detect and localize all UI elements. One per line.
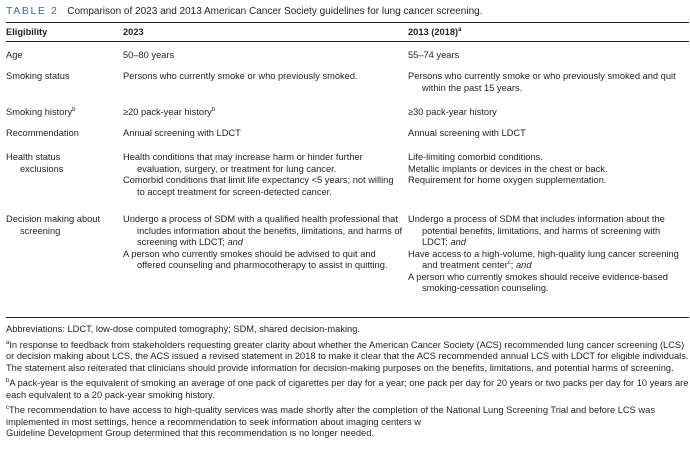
list-item: A person who currently smokes should receive evidence-based smoking-cessation counseling.: [408, 271, 668, 293]
table-caption: [6, 6, 482, 18]
list-item: Have access to a high-volume, high-quality lung cancer screening and treatment center$^c$; and: [408, 248, 679, 270]
table-caption-text: Comparison of 2023 and 2013 American Cancer Society guidelines for lung cancer screening.: [67, 6, 483, 17]
list-item: Comorbid conditions that limit life expectancy <5 years; not willing to accept treatment for screen-detected cancer.: [123, 175, 394, 197]
list-item: Undergo a process of SDM that includes information about the potential benefits, limitations, and harms of screening with LDCT; and: [408, 214, 665, 247]
footnote-a-ref: a: [458, 27, 462, 33]
age-2023: 50–80 years: [123, 50, 175, 60]
recommendation-2023: Annual screening with LDCT: [123, 128, 241, 138]
table-top-rule: [6, 22, 689, 23]
table-bottom-rule: [6, 317, 689, 318]
age-2013: 55–74 years: [408, 50, 460, 60]
footnote-b-ref: b: [72, 107, 76, 113]
footnote-b-ref: b: [211, 107, 216, 113]
header-2023: 2023: [123, 27, 144, 37]
row-label-age: Age: [6, 50, 23, 60]
text-fade-overlay: [470, 444, 690, 458]
health-status-2023: [123, 152, 401, 198]
smoking-history-2013: ≥30 pack-year history: [408, 107, 497, 117]
header-eligibility: Eligibility: [6, 27, 48, 37]
recommendation-2013: Annual screening with LDCT: [408, 128, 526, 138]
list-item: A person who currently smokes should be advised to quit and offered counseling and pharmocotherapy to assist in quitting.: [123, 248, 388, 270]
list-item: Requirement for home oxygen supplementation.: [408, 175, 607, 185]
list-item: Metallic implants or devices in the chest or back.: [408, 163, 608, 174]
health-status-2013: [408, 152, 690, 187]
smoking-status-2023: Persons who currently smoke or who previously smoked.: [123, 71, 358, 81]
footnote-a: $^a$In response to feedback from stakeholders requesting greater clarity about whether the American Cancer Society (ACS) recommended lung cancer screening (LCS) or decision making about LCS, the ACS issued a revised statement in 2018 to make it clear that the ACS recommended annual LCS with LDCT for eligible individuals. The statement also reiterated that clinicians should provide information for decision-making purposes on the benefits, limitations, and potential harms of screening.: [6, 339, 689, 373]
list-item: Health conditions that may increase harm or hinder further evaluation, surgery, or treatment for lung cancer.: [123, 152, 363, 174]
header-2013: 2013 $(2018)^a$: [408, 27, 462, 37]
row-label-smoking-status: Smoking status: [6, 71, 70, 81]
footnote-c: $^c$The recommendation to have access to high-quality services was made shortly after the completion of the National Lung Screening Trial and before LCS was implemented in most settings, hence a recommendation to seek information about imaging centers w Guideline Development Group determined that this recommendation is no longer needed.: [6, 405, 655, 438]
list-item: Undergo a process of SDM with a qualified health professional that includes information about the benefits, limitations, and harms of screening with LDCT; and: [123, 214, 403, 247]
table-label: TABLE 2: [6, 5, 59, 17]
row-label-smoking-history: Smoking history$^b$: [6, 107, 76, 117]
decision-making-2023: [123, 214, 403, 272]
smoking-history-2023: ≥20 pack-year history$^b$: [123, 107, 216, 117]
list-item: Life-limiting comorbid conditions.: [408, 152, 543, 162]
decision-making-2013: [408, 214, 688, 295]
footnote-abbreviations: Abbreviations: LDCT, low-dose computed tomography; SDM, shared decision-making.: [6, 324, 360, 334]
header-bottom-rule: [6, 41, 689, 42]
footnote-b: $^b$A pack-year is the equivalent of smoking an average of one pack of cigarettes per day for a year; one pack per day for 20 years or two packs per day for 10 years are each equivalent to a 20 pack-year smoking history.: [6, 378, 689, 400]
row-label-health-status: Health status exclusions: [6, 152, 64, 174]
footnote-c-ref: c: [507, 260, 511, 266]
row-label-recommendation: Recommendation: [6, 128, 79, 138]
smoking-status-2013: Persons who currently smoke or who previously smoked and quit within the past 15 years.: [408, 71, 676, 93]
footnotes: [6, 324, 689, 440]
row-label-decision-making: Decision making about screening: [6, 214, 101, 236]
